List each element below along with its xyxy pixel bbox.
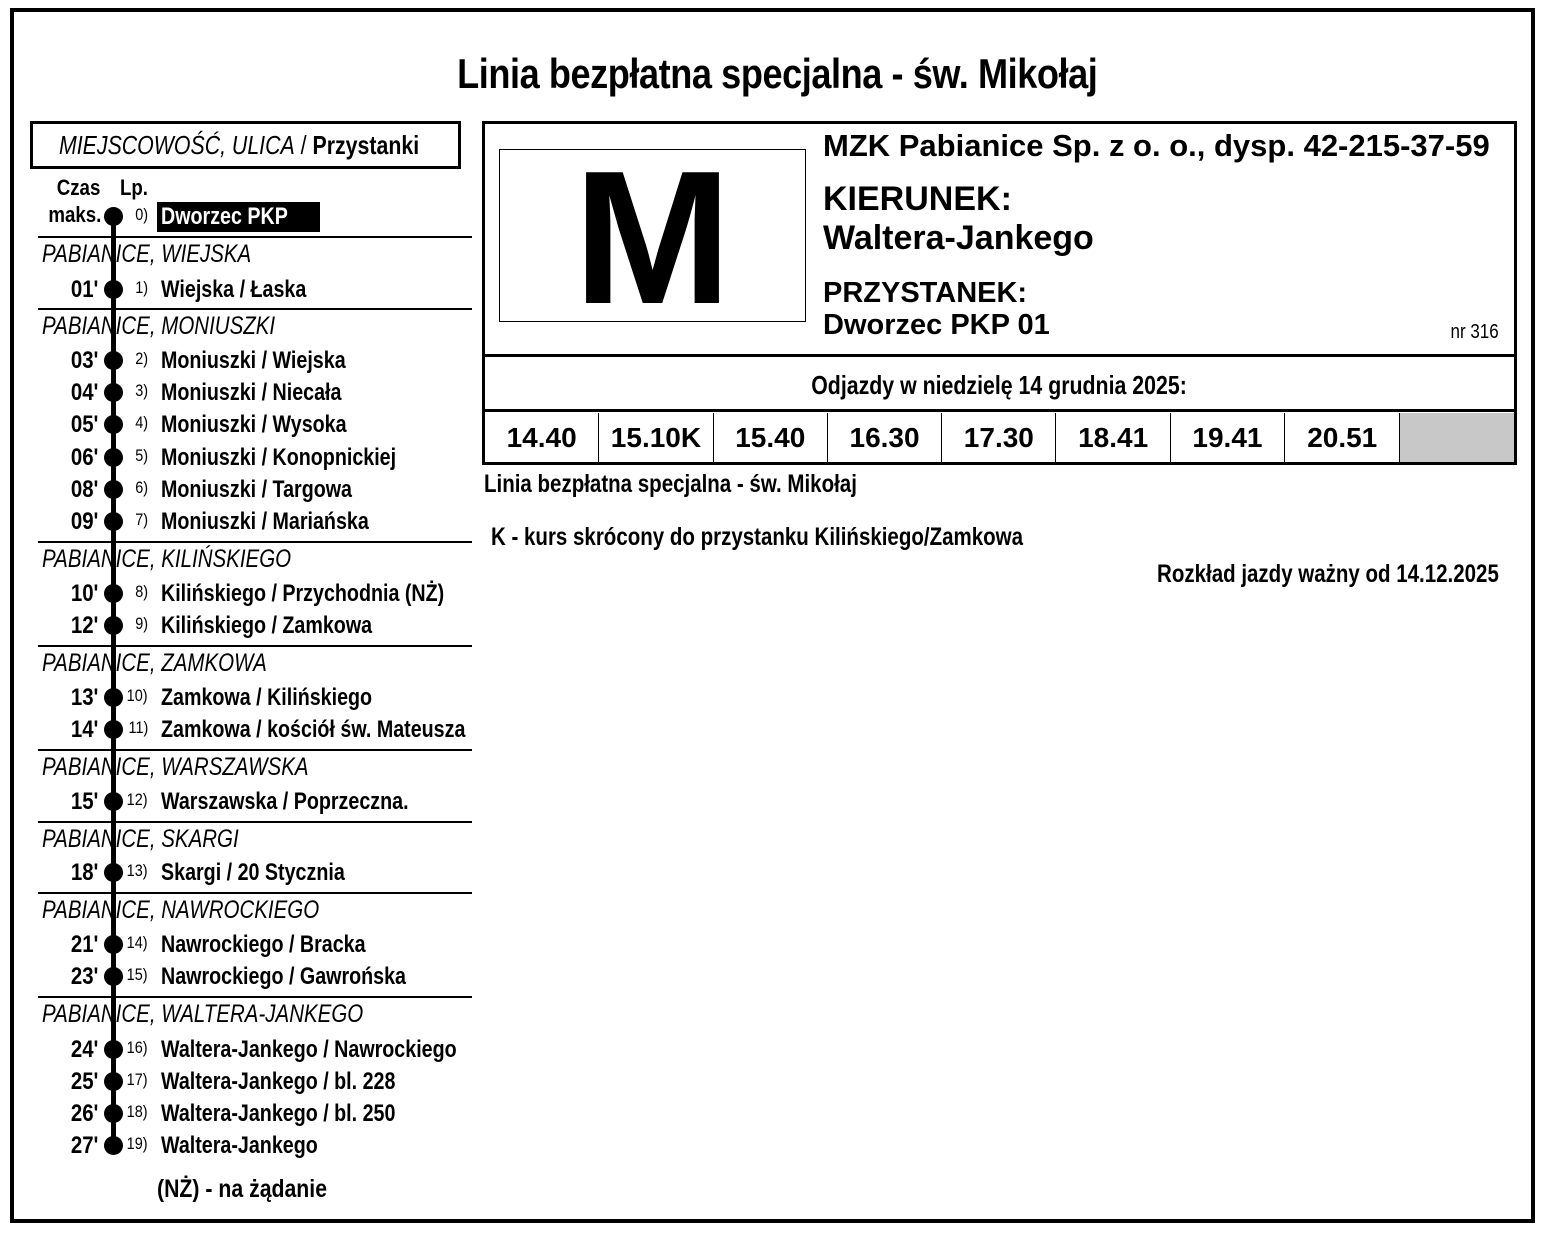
stop-name: Moniuszki / Wysoka	[161, 411, 347, 438]
section-location: PABIANICE, WALTERA-JANKEGO	[42, 1000, 364, 1028]
empty-departure-cell	[1399, 413, 1514, 462]
line-name-note: Linia bezpłatna specjalna - św. Mikołaj	[484, 470, 857, 498]
stop-number: 13)	[127, 861, 148, 880]
section-divider	[38, 308, 472, 310]
direction-value: Waltera-Jankego	[823, 219, 1094, 257]
stop-time: 13'	[70, 684, 98, 711]
czas-header: Czas	[56, 175, 100, 200]
stop-number: 7)	[135, 510, 148, 529]
stop-time: 26'	[70, 1100, 98, 1127]
stop-time: 10'	[70, 580, 98, 607]
departure-time: 14.40	[485, 413, 599, 462]
section-divider	[38, 645, 472, 647]
stop-number: 3)	[135, 381, 148, 400]
departure-time: 16.30	[828, 413, 942, 462]
stop-name: Zamkowa / kościół św. Mateusza	[161, 716, 466, 743]
departures-row	[485, 413, 1514, 462]
stop-number: 1)	[135, 278, 148, 297]
stop-time: 24'	[70, 1036, 98, 1063]
stop-name: Skargi / 20 Stycznia	[161, 859, 345, 886]
stop-time: 27'	[70, 1132, 98, 1159]
divider	[484, 354, 1515, 357]
stop-number: 5)	[135, 446, 148, 465]
operator-info: MZK Pabianice Sp. z o. o., dysp. 42-215-37-59	[823, 128, 1490, 163]
stop-number: 4)	[135, 413, 148, 432]
stop-number: 15)	[127, 965, 148, 984]
stop-time: 09'	[70, 508, 98, 535]
current-stop-badge: Dworzec PKP	[157, 202, 320, 232]
stop-name: Nawrockiego / Bracka	[161, 931, 366, 958]
stop-time: 05'	[70, 411, 98, 438]
stop-name: Waltera-Jankego / Nawrockiego	[161, 1036, 457, 1063]
section-divider	[38, 541, 472, 543]
stop-name: Kilińskiego / Zamkowa	[161, 612, 373, 639]
stop-name: Wiejska / Łaska	[161, 276, 307, 303]
maks-header: maks.	[47, 202, 101, 227]
departure-time: 18.41	[1056, 413, 1170, 462]
divider	[484, 409, 1515, 412]
lp-header: Lp.	[119, 175, 148, 200]
departure-time: 15.40	[714, 413, 828, 462]
stop-time: 03'	[70, 347, 98, 374]
section-location: PABIANICE, ZAMKOWA	[42, 649, 267, 677]
page-title: Linia bezpłatna specjalna - św. Mikołaj	[456, 50, 1098, 97]
section-location: PABIANICE, SKARGI	[42, 825, 239, 853]
stop-name: Moniuszki / Wiejska	[161, 347, 346, 374]
stop-time: 15'	[70, 788, 98, 815]
valid-from-note: Rozkład jazdy ważny od 14.12.2025	[1157, 560, 1499, 588]
stop-number: 16)	[127, 1038, 148, 1057]
direction-label: KIERUNEK:	[823, 180, 1012, 218]
header-miejscowosc: MIEJSCOWOŚĆ, ULICA	[59, 130, 295, 160]
stop-number: 8)	[135, 582, 148, 601]
header-slash: /	[294, 130, 313, 160]
stop-number: 14)	[127, 933, 148, 952]
stop-number: 19)	[127, 1134, 148, 1153]
stop-name: Warszawska / Poprzeczna.	[161, 788, 409, 815]
stop-name: Moniuszki / Targowa	[161, 476, 352, 503]
on-request-note: (NŻ) - na żądanie	[157, 1175, 328, 1203]
section-location: PABIANICE, MONIUSZKI	[42, 312, 276, 340]
departures-heading: Odjazdy w niedzielę 14 grudnia 2025:	[811, 370, 1188, 400]
section-divider	[38, 749, 472, 751]
departure-time: 15.10K	[599, 413, 713, 462]
departure-time: 19.41	[1171, 413, 1285, 462]
line-letter: M	[573, 132, 732, 344]
section-divider	[38, 236, 472, 238]
section-location: PABIANICE, KILIŃSKIEGO	[42, 545, 292, 573]
stop-time: 12'	[70, 612, 98, 639]
stop-name: Moniuszki / Mariańska	[161, 508, 369, 535]
stop-time: 21'	[70, 931, 98, 958]
stop-time: 14'	[70, 716, 98, 743]
stop-value: Dworzec PKP 01	[823, 309, 1050, 341]
section-location: PABIANICE, WIEJSKA	[42, 240, 252, 268]
stop-time: 06'	[70, 444, 98, 471]
stop-name: Zamkowa / Kilińskiego	[161, 684, 373, 711]
stop-name: Waltera-Jankego	[161, 1132, 318, 1159]
section-divider	[38, 996, 472, 998]
stop-label: PRZYSTANEK:	[823, 277, 1028, 309]
stop-time: 08'	[70, 476, 98, 503]
section-divider	[38, 821, 472, 823]
stop-time: 25'	[70, 1068, 98, 1095]
stop-time: 23'	[70, 963, 98, 990]
route-list-header	[30, 121, 461, 169]
stop-time: 04'	[70, 379, 98, 406]
departure-time: 20.51	[1307, 422, 1378, 453]
stop-number: 18)	[127, 1102, 148, 1121]
timetable-number: nr 316	[1450, 321, 1499, 343]
stop-name: Waltera-Jankego / bl. 250	[161, 1100, 396, 1127]
short-course-note: K - kurs skrócony do przystanku Kilińskiego/Zamkowa	[491, 523, 1024, 551]
stop-number: 2)	[135, 349, 148, 368]
header-przystanki: Przystanki	[312, 130, 420, 160]
section-location: PABIANICE, WARSZAWSKA	[42, 753, 309, 781]
stop-name: Moniuszki / Konopnickiej	[161, 444, 397, 471]
stop-name: Kilińskiego / Przychodnia (NŻ)	[161, 580, 445, 607]
stop-time: 18'	[70, 859, 98, 886]
stop-number: 11)	[128, 718, 148, 737]
stop-name: Nawrockiego / Gawrońska	[161, 963, 407, 990]
departure-time: 17.30	[942, 413, 1056, 462]
stop-number: 10)	[127, 686, 148, 705]
start-stop-number: 0)	[135, 205, 148, 224]
section-location: PABIANICE, NAWROCKIEGO	[42, 896, 320, 924]
stop-name: Moniuszki / Niecała	[161, 379, 342, 406]
stop-time: 01'	[70, 276, 98, 303]
stop-number: 17)	[127, 1070, 148, 1089]
stop-number: 12)	[127, 790, 148, 809]
stop-number: 9)	[135, 614, 148, 633]
stop-number: 6)	[135, 478, 148, 497]
section-divider	[38, 892, 472, 894]
stop-name: Waltera-Jankego / bl. 228	[161, 1068, 396, 1095]
